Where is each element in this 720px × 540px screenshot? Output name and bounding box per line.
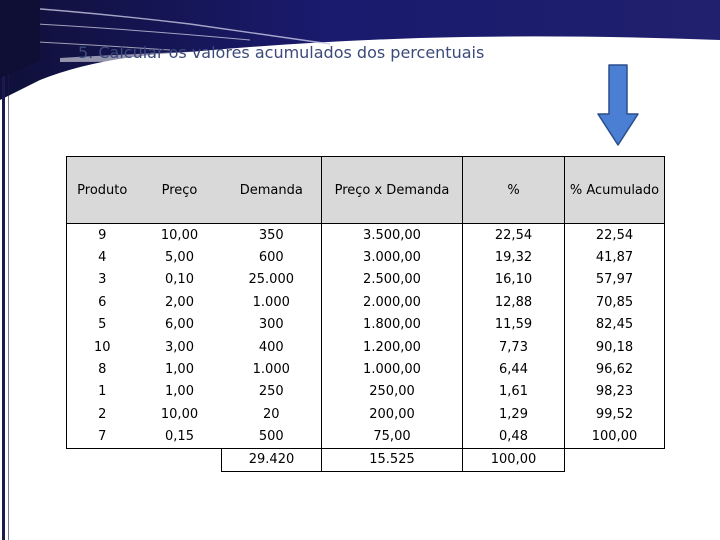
header-percent-acumulado: % Acumulado [565, 157, 665, 224]
cell-preco: 10,00 [160, 227, 199, 243]
cell-produto: 3 [67, 269, 138, 291]
header-demanda: Demanda [222, 157, 322, 224]
header-preco-x-demanda: Preço x Demanda [322, 157, 463, 224]
cell-preco-x-demanda: 250,00 [322, 381, 463, 403]
totals-row [67, 448, 665, 471]
table-row [67, 246, 665, 268]
cell-percent: 12,88 [463, 291, 565, 313]
cell-demanda: 600 [222, 246, 322, 268]
cell-produto: 1 [67, 381, 138, 403]
cell-percent: 11,59 [463, 314, 565, 336]
cell-demanda: 250 [222, 381, 322, 403]
cell-percent-acumulado: 82,45 [565, 314, 665, 336]
table-row [67, 381, 665, 403]
table-row [67, 314, 665, 336]
cell-demanda: 500 [222, 426, 322, 449]
cell-preco-x-demanda: 1.000,00 [322, 358, 463, 380]
cell-preco: 3,00 [165, 339, 194, 355]
cell-percent: 7,73 [463, 336, 565, 358]
table-row [67, 426, 665, 449]
cell-percent: 1,29 [463, 403, 565, 425]
table-row [67, 403, 665, 425]
cell-preco: 0,15 [138, 426, 222, 449]
cell-preco-x-demanda: 3.000,00 [322, 246, 463, 268]
cell-preco: 10,00 [160, 406, 199, 422]
cell-preco: 1,00 [165, 384, 194, 400]
slide-title: 5. Calcular os valores acumulados dos percentuais [78, 43, 485, 62]
cell-percent: 22,54 [463, 224, 565, 247]
cell-preco-x-demanda: 200,00 [322, 403, 463, 425]
cell-produto: 10 [67, 336, 138, 358]
cell-percent-acumulado: 98,23 [565, 381, 665, 403]
cell-preco-x-demanda: 2.000,00 [322, 291, 463, 313]
cell-demanda: 300 [222, 314, 322, 336]
table-row [67, 336, 665, 358]
cell-percent: 6,44 [463, 358, 565, 380]
cell-percent-acumulado: 100,00 [565, 426, 665, 449]
cell-demanda: 25.000 [222, 269, 322, 291]
cell-percent: 19,32 [463, 246, 565, 268]
cell-percent-acumulado: 22,54 [565, 224, 665, 247]
down-arrow-icon [597, 64, 639, 146]
cell-percent: 16,10 [463, 269, 565, 291]
cell-percent: 1,61 [463, 381, 565, 403]
cell-produto: 2 [67, 403, 138, 425]
cell-percent-acumulado: 57,97 [565, 269, 665, 291]
total-preco-x-demanda: 15.525 [322, 448, 463, 471]
cell-produto: 4 [67, 246, 138, 268]
cell-preco-x-demanda: 1.200,00 [322, 336, 463, 358]
cell-demanda: 1.000 [222, 358, 322, 380]
cell-produto: 8 [67, 358, 138, 380]
cell-demanda: 350 [222, 224, 322, 247]
cell-preco: 5,00 [165, 250, 194, 266]
cell-percent-acumulado: 96,62 [565, 358, 665, 380]
table-row [67, 269, 665, 291]
cell-preco: 2,00 [165, 294, 194, 310]
cell-percent-acumulado: 90,18 [565, 336, 665, 358]
cell-percent-acumulado: 99,52 [565, 403, 665, 425]
cell-preco: 6,00 [165, 317, 194, 333]
cell-produto: 9 [67, 224, 138, 247]
cell-demanda: 20 [222, 403, 322, 425]
accumulated-percent-table [66, 156, 665, 472]
cell-demanda: 400 [222, 336, 322, 358]
header-produto: Produto [67, 157, 138, 224]
header-preco: Preço [138, 157, 222, 224]
cell-produto: 7 [67, 426, 138, 449]
cell-percent-acumulado: 70,85 [565, 291, 665, 313]
total-demanda: 29.420 [222, 448, 322, 471]
cell-preco-x-demanda: 3.500,00 [322, 224, 463, 247]
cell-percent: 0,48 [463, 426, 565, 449]
table-header-row [67, 157, 665, 224]
cell-preco: 1,00 [165, 362, 194, 378]
table-row [67, 224, 665, 247]
cell-preco-x-demanda: 1.800,00 [322, 314, 463, 336]
table-row [67, 291, 665, 313]
cell-produto: 5 [67, 314, 138, 336]
cell-preco: 0,10 [165, 272, 194, 288]
cell-preco-x-demanda: 75,00 [322, 426, 463, 449]
cell-percent-acumulado: 41,87 [565, 246, 665, 268]
header-percent: % [463, 157, 565, 224]
table-row [67, 358, 665, 380]
cell-demanda: 1.000 [222, 291, 322, 313]
cell-produto: 6 [67, 291, 138, 313]
cell-preco-x-demanda: 2.500,00 [322, 269, 463, 291]
total-percent: 100,00 [463, 448, 565, 471]
